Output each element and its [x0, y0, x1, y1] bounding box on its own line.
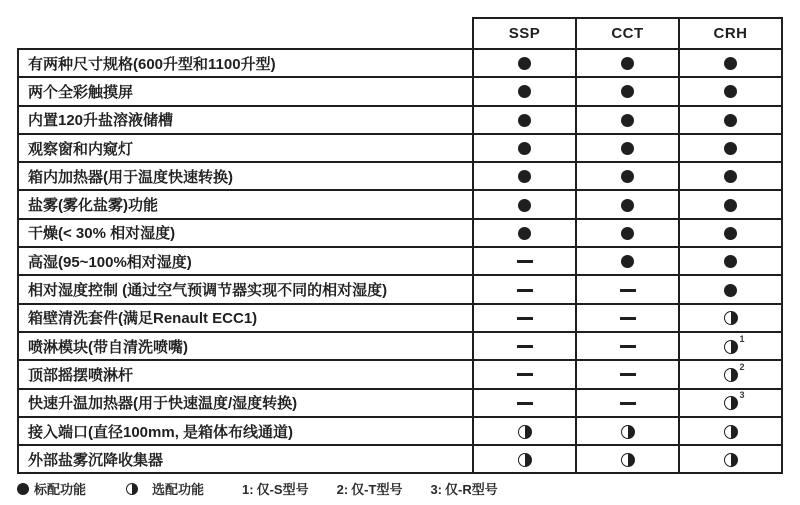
- header-row: [18, 18, 782, 49]
- value-cell-crh: [679, 162, 782, 190]
- feature-label: 内置120升盐溶液储槽: [18, 106, 473, 134]
- feature-label: 接入端口(直径100mm, 是箱体布线通道): [18, 417, 473, 445]
- table-row: [18, 49, 782, 77]
- table-row: [18, 162, 782, 190]
- filled-circle-icon: [621, 170, 634, 183]
- table-row: [18, 275, 782, 303]
- feature-label: 观察窗和内窥灯: [18, 134, 473, 162]
- value-cell-ssp: [473, 332, 576, 360]
- feature-label: 箱内加热器(用于温度快速转换): [18, 162, 473, 190]
- value-cell-cct: [576, 219, 679, 247]
- symbol-wrap: [518, 85, 531, 98]
- symbol-wrap: [517, 260, 533, 263]
- value-cell-cct: [576, 332, 679, 360]
- half-circle-icon: [126, 483, 138, 495]
- symbol-wrap: [518, 227, 531, 240]
- filled-circle-icon: [621, 114, 634, 127]
- value-cell-crh: [679, 275, 782, 303]
- value-cell-cct: [576, 304, 679, 332]
- symbol-wrap: [517, 289, 533, 292]
- legend-note-3-number: 3:: [430, 482, 443, 497]
- value-cell-ssp: [473, 162, 576, 190]
- legend-note-2: [337, 479, 403, 498]
- symbol-wrap: [620, 289, 636, 292]
- value-cell-ssp: [473, 190, 576, 218]
- symbol-wrap: [621, 453, 635, 467]
- symbol-wrap: [517, 345, 533, 348]
- table-row: [18, 360, 782, 388]
- dash-icon: [620, 289, 636, 292]
- half-circle-icon: [724, 368, 738, 382]
- footnote-number: 2: [739, 361, 745, 372]
- value-cell-crh: [679, 190, 782, 218]
- symbol-wrap: [621, 255, 634, 268]
- filled-circle-icon: [518, 85, 531, 98]
- symbol-wrap: [621, 142, 634, 155]
- dash-icon: [620, 317, 636, 320]
- column-header-cct: CCT: [576, 18, 679, 49]
- filled-circle-icon: [518, 199, 531, 212]
- table-row: [18, 389, 782, 417]
- value-cell-ssp: [473, 49, 576, 77]
- table-body: [18, 49, 782, 473]
- legend-note-3: [430, 479, 497, 498]
- half-circle-icon: [518, 425, 532, 439]
- feature-label: 干燥(< 30% 相对湿度): [18, 219, 473, 247]
- symbol-wrap: [620, 402, 636, 405]
- value-cell-ssp: [473, 219, 576, 247]
- symbol-wrap: [517, 373, 533, 376]
- symbol-wrap: [724, 227, 737, 240]
- header-blank-cell: [18, 18, 473, 49]
- legend-note-2-text: 仅-T型号: [351, 482, 403, 497]
- feature-label: 有两种尺寸规格(600升型和1100升型): [18, 49, 473, 77]
- table-row: [18, 106, 782, 134]
- filled-circle-icon: [621, 57, 634, 70]
- value-cell-ssp: [473, 247, 576, 275]
- table-row: [18, 445, 782, 473]
- value-cell-cct: [576, 417, 679, 445]
- symbol-wrap: [517, 402, 533, 405]
- footnote-number: 1: [739, 333, 745, 344]
- table-row: [18, 417, 782, 445]
- filled-circle-icon: [621, 199, 634, 212]
- filled-circle-icon: [724, 85, 737, 98]
- value-cell-ssp: [473, 389, 576, 417]
- symbol-wrap: [724, 199, 737, 212]
- value-cell-cct: [576, 247, 679, 275]
- symbol-wrap: [621, 170, 634, 183]
- value-cell-cct: [576, 77, 679, 105]
- value-cell-crh: [679, 247, 782, 275]
- symbol-wrap: [518, 199, 531, 212]
- symbol-wrap: [724, 114, 737, 127]
- value-cell-crh: [679, 77, 782, 105]
- value-cell-ssp: [473, 360, 576, 388]
- feature-label: 顶部摇摆喷淋杆: [18, 360, 473, 388]
- value-cell-ssp: [473, 275, 576, 303]
- dash-icon: [517, 289, 533, 292]
- feature-label: 盐雾(雾化盐雾)功能: [18, 190, 473, 218]
- symbol-wrap: [621, 227, 634, 240]
- dash-icon: [517, 402, 533, 405]
- symbol-wrap: [724, 142, 737, 155]
- symbol-wrap: [518, 114, 531, 127]
- filled-circle-icon: [724, 170, 737, 183]
- value-cell-crh: [679, 304, 782, 332]
- filled-circle-icon: [724, 284, 737, 297]
- symbol-wrap: [620, 345, 636, 348]
- symbol-wrap: [620, 317, 636, 320]
- symbol-wrap: [724, 284, 737, 297]
- value-cell-cct: [576, 134, 679, 162]
- value-cell-cct: [576, 190, 679, 218]
- half-circle-icon: [621, 425, 635, 439]
- feature-label: 箱壁清洗套件(满足Renault ECC1): [18, 304, 473, 332]
- value-cell-crh: [679, 134, 782, 162]
- filled-circle-icon: [724, 57, 737, 70]
- value-cell-cct: [576, 275, 679, 303]
- legend-note-1-text: 仅-S型号: [256, 482, 309, 497]
- value-cell-ssp: [473, 304, 576, 332]
- dash-icon: [620, 373, 636, 376]
- value-cell-crh: [679, 389, 782, 417]
- table-row: [18, 247, 782, 275]
- legend-standard-label: 标配功能: [34, 482, 87, 497]
- filled-circle-icon: [621, 85, 634, 98]
- feature-label: 两个全彩触摸屏: [18, 77, 473, 105]
- dash-icon: [517, 373, 533, 376]
- table-row: [18, 219, 782, 247]
- filled-circle-icon: [518, 57, 531, 70]
- legend-note-2-number: 2:: [336, 482, 349, 497]
- feature-label: 快速升温加热器(用于快速温度/湿度转换): [18, 389, 473, 417]
- filled-circle-icon: [724, 199, 737, 212]
- symbol-wrap: [724, 57, 737, 70]
- table-row: [18, 190, 782, 218]
- filled-circle-icon: [621, 255, 634, 268]
- symbol-wrap: [517, 317, 533, 320]
- symbol-wrap: [518, 142, 531, 155]
- value-cell-crh: [679, 219, 782, 247]
- value-cell-crh: [679, 332, 782, 360]
- symbol-wrap: [518, 425, 532, 439]
- legend-note-1-number: 1:: [242, 482, 254, 497]
- footnote-number: 3: [739, 390, 745, 401]
- filled-circle-icon: [724, 227, 737, 240]
- symbol-wrap: [620, 373, 636, 376]
- half-circle-icon: [724, 340, 738, 354]
- symbol-wrap: [724, 255, 737, 268]
- symbol-wrap: [724, 390, 745, 410]
- filled-circle-icon: [724, 255, 737, 268]
- dash-icon: [517, 345, 533, 348]
- symbol-wrap: [518, 170, 531, 183]
- symbol-wrap: [724, 361, 745, 382]
- filled-circle-icon: [17, 483, 29, 495]
- legend-standard: [17, 479, 86, 498]
- value-cell-ssp: [473, 106, 576, 134]
- column-header-ssp: SSP: [473, 18, 576, 49]
- filled-circle-icon: [518, 170, 531, 183]
- half-circle-icon: [724, 311, 738, 325]
- dash-icon: [517, 317, 533, 320]
- symbol-wrap: [621, 85, 634, 98]
- symbol-wrap: [724, 425, 738, 439]
- legend-note-1: [242, 479, 309, 498]
- value-cell-crh: [679, 106, 782, 134]
- dash-icon: [517, 260, 533, 263]
- dash-icon: [620, 345, 636, 348]
- symbol-wrap: [621, 57, 634, 70]
- filled-circle-icon: [724, 142, 737, 155]
- value-cell-cct: [576, 49, 679, 77]
- symbol-wrap: [724, 311, 738, 325]
- value-cell-cct: [576, 106, 679, 134]
- filled-circle-icon: [518, 227, 531, 240]
- symbol-wrap: [724, 333, 745, 354]
- table-row: [18, 304, 782, 332]
- legend-optional: [126, 479, 204, 498]
- symbol-wrap: [518, 57, 531, 70]
- table-row: [18, 77, 782, 105]
- value-cell-cct: [576, 162, 679, 190]
- value-cell-cct: [576, 360, 679, 388]
- feature-label: 高湿(95~100%相对湿度): [18, 247, 473, 275]
- filled-circle-icon: [518, 114, 531, 127]
- value-cell-ssp: [473, 417, 576, 445]
- value-cell-ssp: [473, 77, 576, 105]
- feature-label: 外部盐雾沉降收集器: [18, 445, 473, 473]
- feature-comparison-table: [17, 17, 783, 474]
- symbol-wrap: [724, 85, 737, 98]
- value-cell-crh: [679, 360, 782, 388]
- symbol-wrap: [621, 199, 634, 212]
- value-cell-cct: [576, 445, 679, 473]
- feature-label: 相对湿度控制 (通过空气预调节器实现不同的相对湿度): [18, 275, 473, 303]
- half-circle-icon: [621, 453, 635, 467]
- symbol-wrap: [724, 453, 738, 467]
- table-row: [18, 332, 782, 360]
- symbol-wrap: [621, 114, 634, 127]
- legend-note-3-text: 仅-R型号: [445, 482, 498, 497]
- feature-label: 喷淋模块(带自清洗喷嘴): [18, 332, 473, 360]
- legend: [17, 479, 498, 498]
- value-cell-ssp: [473, 445, 576, 473]
- value-cell-crh: [679, 445, 782, 473]
- value-cell-crh: [679, 49, 782, 77]
- filled-circle-icon: [724, 114, 737, 127]
- table-row: [18, 134, 782, 162]
- half-circle-icon: [724, 425, 738, 439]
- value-cell-ssp: [473, 134, 576, 162]
- column-header-crh: CRH: [679, 18, 782, 49]
- symbol-wrap: [621, 425, 635, 439]
- value-cell-cct: [576, 389, 679, 417]
- filled-circle-icon: [621, 142, 634, 155]
- dash-icon: [620, 402, 636, 405]
- legend-optional-label: 选配功能: [152, 482, 205, 497]
- half-circle-icon: [724, 453, 738, 467]
- symbol-wrap: [518, 453, 532, 467]
- symbol-wrap: [724, 170, 737, 183]
- filled-circle-icon: [621, 227, 634, 240]
- value-cell-crh: [679, 417, 782, 445]
- half-circle-icon: [518, 453, 532, 467]
- half-circle-icon: [724, 396, 738, 410]
- filled-circle-icon: [518, 142, 531, 155]
